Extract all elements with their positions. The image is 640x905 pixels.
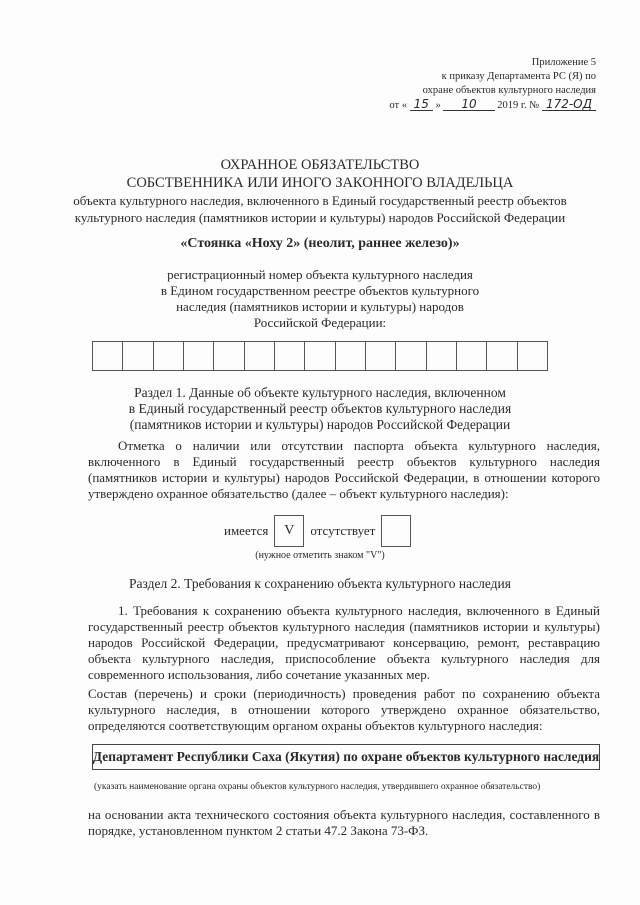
composition-paragraph: Состав (перечень) и сроки (периодичность) проведения работ по сохранению объекта культурного наследия, в отношении которого утверждено охранное обязательство, определяются соответствующим органом охраны объектов культурного наследия: — [88, 686, 600, 733]
date-year: 2019 г. № — [497, 100, 540, 111]
requirements-paragraph: 1. Требования к сохранению объекта культурного наследия, включенного в Единый государственный реестр объектов культурного наследия (памятников истории и культуры) народов Российской Федерации, предусматривают консервацию, ремонт, реставрацию объекта культурного наследия, приспособление объекта культурного наследия для современного использования, либо сочетание указанных мер. — [88, 603, 600, 682]
date-prefix: от « — [389, 100, 407, 111]
appendix-date-line — [389, 98, 596, 113]
reg-cell — [93, 342, 123, 370]
reg-cell — [214, 342, 244, 370]
registration-line-4: Российской Федерации: — [253, 315, 387, 330]
passport-checkbox-row — [224, 513, 417, 549]
document-subtitle — [60, 192, 580, 226]
registration-line-2: в Едином государственном реестре объектов культурного — [160, 283, 480, 298]
department-name-box: Департамент Республики Саха (Якутия) по охране объектов культурного наследия — [92, 744, 600, 770]
section-1-line-2: в Единый государственный реестр объектов культурного наследия — [128, 401, 512, 416]
date-day: 15 — [410, 98, 433, 111]
registration-line-1: регистрационный номер объекта культурного наследия — [167, 267, 473, 282]
registration-label — [60, 267, 580, 331]
reg-cell — [154, 342, 184, 370]
reg-cell — [123, 342, 153, 370]
appendix-line-1: Приложение 5 — [531, 57, 596, 68]
present-label: имеется — [224, 523, 269, 538]
date-month: 10 — [443, 98, 494, 111]
reg-cell — [487, 342, 517, 370]
department-note: (указать наименование органа охраны объектов культурного наследия, утвердившего охранное обязательство) — [94, 782, 541, 792]
object-name: «Стоянка «Ноху 2» (неолит, раннее железо)» — [180, 236, 460, 251]
reg-cell — [366, 342, 396, 370]
checkbox-hint: (нужное отметить знаком "V") — [255, 550, 385, 561]
basis-paragraph: на основании акта технического состояния объекта культурного наследия, составленного в порядке, установленном пунктом 2 статьи 47.2 Закона 73-ФЗ. — [88, 807, 600, 838]
reg-cell — [336, 342, 366, 370]
title-line-2: СОБСТВЕННИКА ИЛИ ИНОГО ЗАКОННОГО ВЛАДЕЛЬЦА — [126, 175, 514, 191]
appendix-line-2: к приказу Департамента РС (Я) по — [441, 71, 596, 82]
document-title — [60, 156, 580, 192]
registration-number-grid — [92, 341, 548, 371]
reg-cell — [184, 342, 214, 370]
section-2-heading: Раздел 2. Требования к сохранению объекта культурного наследия — [129, 576, 511, 591]
reg-cell — [396, 342, 426, 370]
section-1-line-3: (памятников истории и культуры) народов Российской Федерации — [129, 417, 511, 432]
section-1-heading — [60, 385, 580, 433]
order-number: 172-ОД — [542, 98, 596, 111]
present-checkbox[interactable]: V — [274, 515, 304, 547]
reg-cell — [305, 342, 335, 370]
subtitle-line-2: культурного наследия (памятников истории и культуры) народов Российской Федерации — [74, 210, 566, 225]
title-line-1: ОХРАННОЕ ОБЯЗАТЕЛЬСТВО — [220, 157, 420, 173]
reg-cell — [275, 342, 305, 370]
appendix-header — [389, 56, 596, 113]
section-1-line-1: Раздел 1. Данные об объекте культурного наследия, включенном — [134, 385, 506, 400]
reg-cell — [427, 342, 457, 370]
registration-line-3: наследия (памятников истории и культуры) народов — [176, 299, 464, 314]
subtitle-line-1: объекта культурного наследия, включенного в Единый государственный реестр объектов — [73, 193, 567, 208]
reg-cell — [518, 342, 547, 370]
appendix-line-3: охране объектов культурного наследия — [422, 85, 596, 96]
date-sep: » — [435, 100, 441, 111]
absent-checkbox[interactable] — [381, 515, 411, 547]
reg-cell — [457, 342, 487, 370]
absent-label: отсутствует — [310, 523, 376, 538]
reg-cell — [245, 342, 275, 370]
passport-paragraph: Отметка о наличии или отсутствии паспорта объекта культурного наследия, включенного в Единый государственный реестр объектов культурного наследия (памятников истории и культуры) народов Российской Федерации, в отношении которого утверждено охранное обязательство (далее – объект культурного наследия): — [88, 438, 600, 501]
